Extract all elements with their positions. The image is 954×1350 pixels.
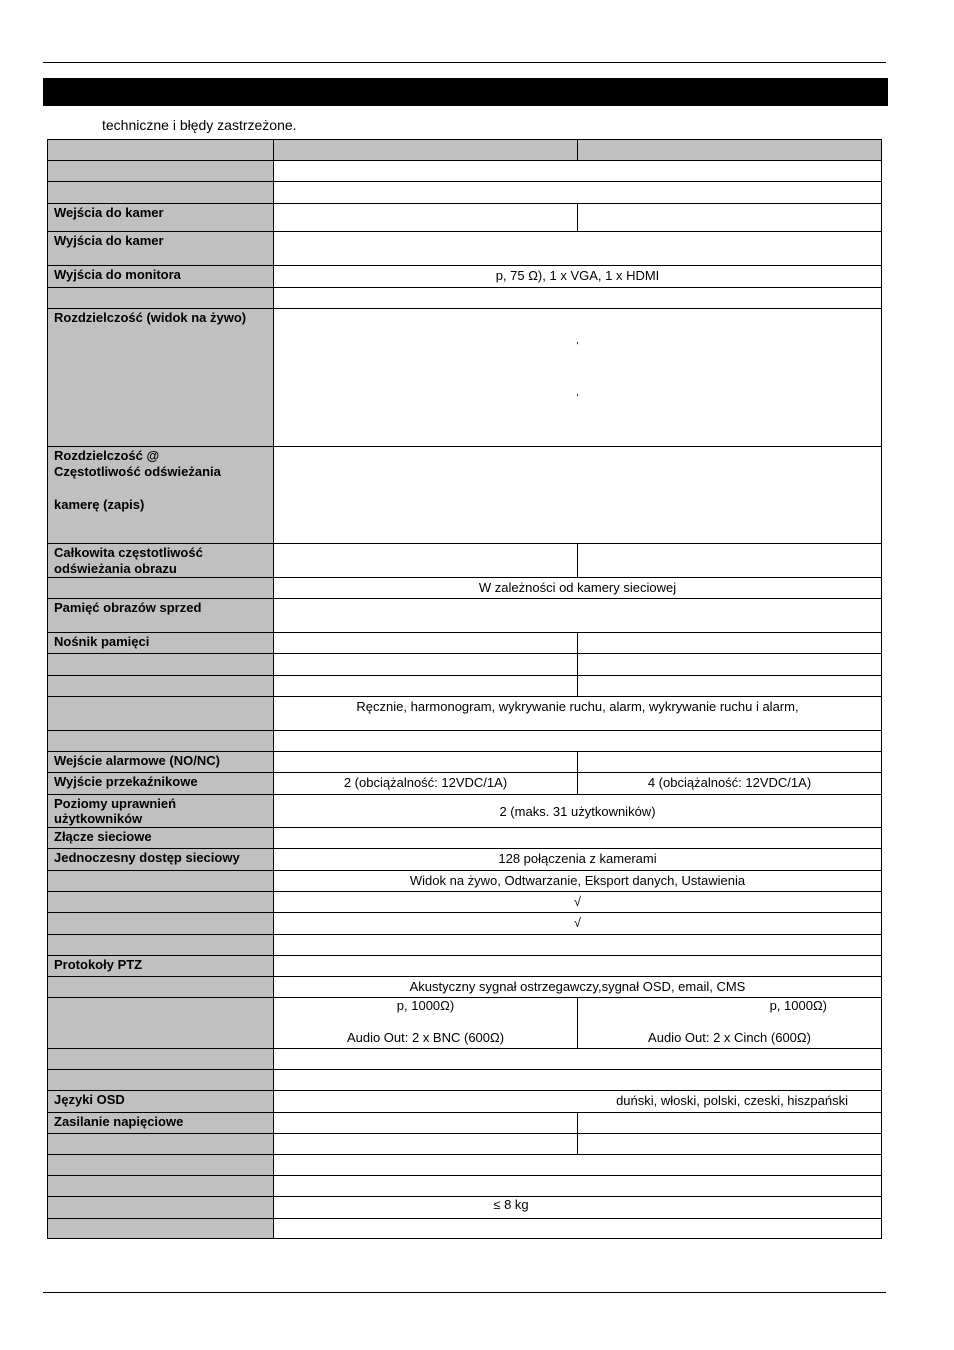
row-value: duński, włoski, polski, czeski, hiszpański xyxy=(274,1091,882,1113)
table-header-row xyxy=(48,140,882,161)
row-label: Wyjście przekaźnikowe xyxy=(48,773,274,795)
row-label: Złącze sieciowe xyxy=(48,828,274,849)
table-row xyxy=(48,599,882,633)
row-value xyxy=(274,1197,882,1219)
table-row xyxy=(48,232,882,266)
row-label: Wejście alarmowe (NO/NC) xyxy=(48,752,274,773)
row-label: Rozdzielczość (widok na żywo) xyxy=(48,309,274,447)
row-value xyxy=(274,1176,882,1197)
resolution-mark: ' xyxy=(576,341,579,352)
row-value xyxy=(274,232,882,266)
table-row xyxy=(48,998,882,1049)
table-row xyxy=(48,1091,882,1113)
row-value xyxy=(578,544,882,578)
row-value xyxy=(578,752,882,773)
row-value: 4 (obciążalność: 12VDC/1A) xyxy=(578,773,882,795)
row-value xyxy=(578,998,882,1049)
row-value: Akustyczny sygnał ostrzegawczy,sygnał OSD, email, CMS xyxy=(274,977,882,998)
table-row xyxy=(48,633,882,654)
audio-in-value: p, 1000Ω) xyxy=(396,998,455,1013)
table-row xyxy=(48,578,882,599)
row-value xyxy=(578,204,882,232)
row-value: 128 połączenia z kamerami xyxy=(274,849,882,871)
row-value: 2 (obciążalność: 12VDC/1A) xyxy=(274,773,578,795)
table-row xyxy=(48,977,882,998)
header-cell xyxy=(274,140,578,161)
row-value: 2 (maks. 31 użytkowników) xyxy=(274,795,882,828)
table-row xyxy=(48,935,882,956)
row-value: p, 75 Ω), 1 x VGA, 1 x HDMI xyxy=(274,266,882,288)
table-row xyxy=(48,913,882,935)
row-label xyxy=(48,578,274,599)
label-line: kamerę (zapis) xyxy=(54,497,145,512)
section-title-bar xyxy=(43,78,888,106)
weight-value: ≤ 8 kg xyxy=(493,1197,529,1212)
row-label xyxy=(48,731,274,752)
row-label: Jednoczesny dostęp sieciowy xyxy=(48,849,274,871)
table-row xyxy=(48,447,882,544)
table-row xyxy=(48,204,882,232)
row-label xyxy=(48,892,274,913)
row-label xyxy=(48,288,274,309)
resolution-mark: ' xyxy=(576,393,579,404)
row-value xyxy=(274,309,882,447)
row-label xyxy=(48,977,274,998)
header-cell xyxy=(578,140,882,161)
table-row xyxy=(48,676,882,697)
row-value xyxy=(578,654,882,676)
row-value xyxy=(274,1219,882,1239)
table-row xyxy=(48,309,882,447)
table-row xyxy=(48,266,882,288)
row-label xyxy=(48,1049,274,1070)
row-value: Ręcznie, harmonogram, wykrywanie ruchu, alarm, wykrywanie ruchu i alarm, xyxy=(274,697,882,731)
row-label xyxy=(48,1070,274,1091)
table-row xyxy=(48,182,882,204)
row-label: Wyjścia do kamer xyxy=(48,232,274,266)
row-label: Wejścia do kamer xyxy=(48,204,274,232)
table-row xyxy=(48,1176,882,1197)
table-row xyxy=(48,161,882,182)
row-label: Protokoły PTZ xyxy=(48,956,274,977)
table-row xyxy=(48,828,882,849)
header-cell xyxy=(48,140,274,161)
row-label xyxy=(48,182,274,204)
table-row xyxy=(48,1219,882,1239)
row-value xyxy=(274,599,882,633)
row-label xyxy=(48,1134,274,1155)
row-label xyxy=(48,697,274,731)
row-label xyxy=(48,1197,274,1219)
row-value: Widok na żywo, Odtwarzanie, Eksport danych, Ustawienia xyxy=(274,871,882,892)
row-label xyxy=(48,1219,274,1239)
row-value xyxy=(274,633,578,654)
table-row xyxy=(48,1155,882,1176)
table-row xyxy=(48,871,882,892)
table-row xyxy=(48,731,882,752)
row-value xyxy=(274,1113,578,1134)
row-label xyxy=(48,998,274,1049)
row-label xyxy=(48,871,274,892)
audio-out-value: Audio Out: 2 x BNC (600Ω) xyxy=(346,1030,505,1045)
row-label xyxy=(48,161,274,182)
row-value xyxy=(274,204,578,232)
row-label: Wyjścia do monitora xyxy=(48,266,274,288)
row-value xyxy=(578,633,882,654)
table-row xyxy=(48,1197,882,1219)
check-mark: √ xyxy=(274,892,882,913)
row-value xyxy=(274,828,882,849)
row-label: Zasilanie napięciowe xyxy=(48,1113,274,1134)
row-value xyxy=(274,544,578,578)
row-label: Nośnik pamięci xyxy=(48,633,274,654)
row-label: Całkowita częstotliwość odświeżania obrazu xyxy=(48,544,274,578)
audio-in-value: p, 1000Ω) xyxy=(769,998,827,1013)
row-label xyxy=(48,447,274,544)
row-value xyxy=(274,1155,882,1176)
table-row xyxy=(48,544,882,578)
row-value xyxy=(274,956,882,977)
row-label xyxy=(48,1176,274,1197)
row-value: W zależności od kamery sieciowej xyxy=(274,578,882,599)
row-label: Poziomy uprawnień użytkowników xyxy=(48,795,274,828)
row-value xyxy=(274,1049,882,1070)
row-value xyxy=(274,161,882,182)
label-line: Rozdzielczość @ xyxy=(54,448,160,463)
table-row xyxy=(48,288,882,309)
intro-text: techniczne i błędy zastrzeżone. xyxy=(102,117,297,133)
table-row xyxy=(48,1070,882,1091)
row-label xyxy=(48,913,274,935)
row-value xyxy=(274,752,578,773)
row-value xyxy=(274,1070,882,1091)
table-row xyxy=(48,849,882,871)
table-row xyxy=(48,892,882,913)
row-value xyxy=(578,676,882,697)
row-value xyxy=(274,676,578,697)
row-value xyxy=(578,1113,882,1134)
table-row xyxy=(48,654,882,676)
row-value xyxy=(274,654,578,676)
table-row xyxy=(48,773,882,795)
header-rule xyxy=(43,62,886,63)
audio-out-value: Audio Out: 2 x Cinch (600Ω) xyxy=(648,1030,811,1045)
row-value xyxy=(274,447,882,544)
table-row xyxy=(48,795,882,828)
table-row xyxy=(48,1113,882,1134)
row-value xyxy=(274,1134,578,1155)
footer-rule xyxy=(43,1292,886,1293)
table-row xyxy=(48,697,882,731)
table-row xyxy=(48,1134,882,1155)
spec-table xyxy=(47,139,882,1239)
row-value xyxy=(274,935,882,956)
row-value xyxy=(274,731,882,752)
row-value xyxy=(578,1134,882,1155)
table-row xyxy=(48,956,882,977)
table-row xyxy=(48,1049,882,1070)
row-label: Pamięć obrazów sprzed xyxy=(48,599,274,633)
row-value xyxy=(274,998,578,1049)
row-value xyxy=(274,288,882,309)
check-mark: √ xyxy=(274,913,882,935)
row-label xyxy=(48,1155,274,1176)
row-label: Języki OSD xyxy=(48,1091,274,1113)
row-value xyxy=(274,182,882,204)
row-label xyxy=(48,676,274,697)
row-label xyxy=(48,935,274,956)
label-line: Częstotliwość odświeżania xyxy=(54,464,221,479)
table-row xyxy=(48,752,882,773)
row-label xyxy=(48,654,274,676)
